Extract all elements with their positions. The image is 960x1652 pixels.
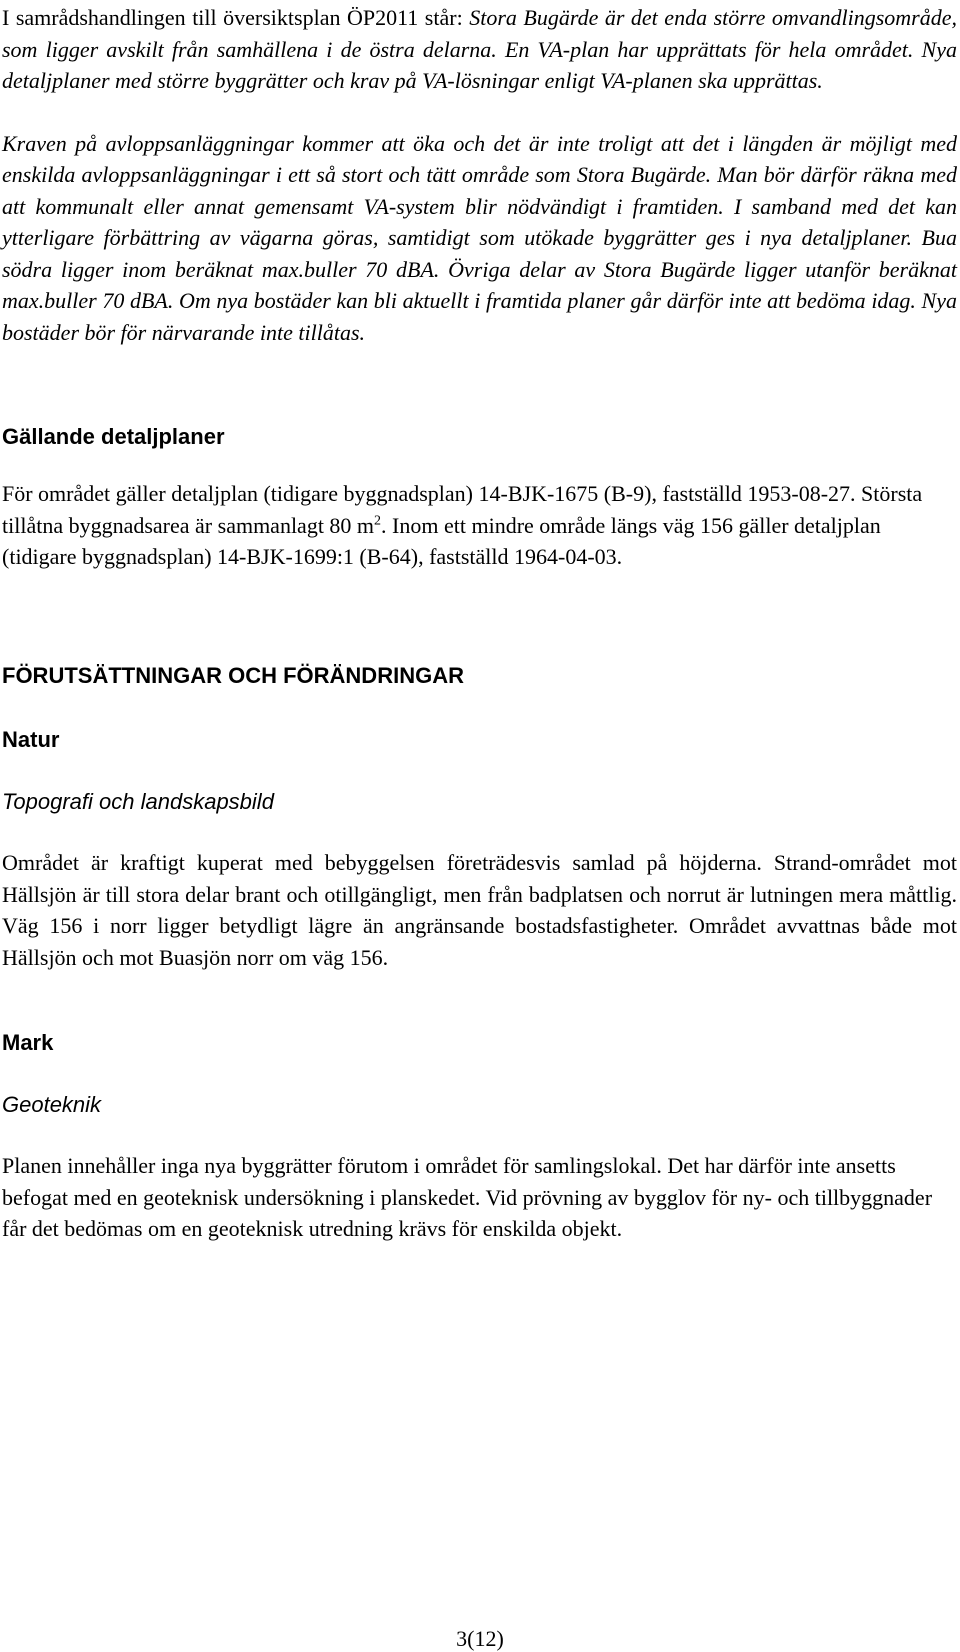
detaljplaner-text-start: För området gäller detaljplan (tidigare byggnadsplan) 14-BJK-1675 (B-9), fastställd 1953-08-27. Största tillåtna byggnadsarea är sammanlagt 80 m bbox=[2, 481, 923, 538]
intro-quote-text: Stora Bugärde är det enda större omvandlingsområde, som ligger avskilt från samhällena i de östra delarna. En VA-plan har upprättats för hela området. Nya detaljplaner med större byggrätter och krav på VA-lösningar enligt VA-planen ska upprättas. bbox=[2, 5, 957, 93]
heading-mark: Mark bbox=[2, 1030, 54, 1055]
intro-paragraph-1 bbox=[2, 2, 957, 97]
detaljplaner-paragraph bbox=[2, 478, 957, 573]
heading-gallande-detaljplaner: Gällande detaljplaner bbox=[2, 424, 225, 449]
heading-forutsattningar: FÖRUTSÄTTNINGAR OCH FÖRÄNDRINGAR bbox=[2, 663, 464, 688]
heading-natur: Natur bbox=[2, 727, 60, 752]
subheading-geoteknik: Geoteknik bbox=[2, 1092, 102, 1117]
superscript-2: 2 bbox=[374, 513, 382, 529]
mark-section bbox=[2, 1150, 957, 1245]
geoteknik-paragraph: Planen innehåller inga nya byggrätter förutom i området för samlingslokal. Det har därför inte ansetts befogat med en geoteknisk undersökning i planskedet. Vid prövning av bygglov för ny- och tillbyggnader får det bedömas om en geoteknisk utredning krävs för enskilda objekt. bbox=[2, 1153, 933, 1241]
intro-paragraph-2: Kraven på avloppsanläggningar kommer att öka och det är inte troligt att det i längden är möjligt med enskilda avloppsanläggningar i ett så stort och tätt område som Stora Bugärde. Man bör därför räkna med att kommunalt eller annat gemensamt VA-system blir nödvändigt i framtiden. I samband med det kan ytterligare förbättring av vägarna göras, samtidigt som utökade byggrätter ges i nya detaljplaner. Bua södra ligger inom beräknat max.buller 70 dBA. Övriga delar av Stora Bugärde ligger utanför beräknat max.buller 70 dBA. Om nya bostäder kan bli aktuellt i framtida planer går därför inte att bedöma idag. Nya bostäder bör för närvarande inte tillåtas. bbox=[2, 130, 957, 345]
intro-section bbox=[2, 2, 957, 348]
natur-section bbox=[2, 847, 957, 973]
detaljplaner-text-end: . Inom ett mindre område längs väg 156 gäller detaljplan (tidigare byggnadsplan) 14-BJK-1699:1 (B-64), fastställd 1964-04-03. bbox=[2, 512, 881, 569]
intro-lead-text: I samrådshandlingen till översiktsplan ÖP2011 står: bbox=[2, 5, 470, 30]
detaljplaner-section bbox=[2, 478, 957, 573]
subheading-topografi: Topografi och landskapsbild bbox=[2, 789, 274, 814]
topografi-paragraph: Området är kraftigt kuperat med bebyggelsen företrädesvis samlad på höjderna. Strand-området mot Hällsjön är till stora delar brant och otillgängligt, men från badplatsen och norrut är lutningen mera måttlig. Väg 156 i norr ligger betydligt lägre än angränsande bostadsfastigheter. Området avvattnas både mot Hällsjön och mot Buasjön norr om väg 156. bbox=[2, 850, 957, 970]
page-number: 3(12) bbox=[456, 1626, 504, 1651]
